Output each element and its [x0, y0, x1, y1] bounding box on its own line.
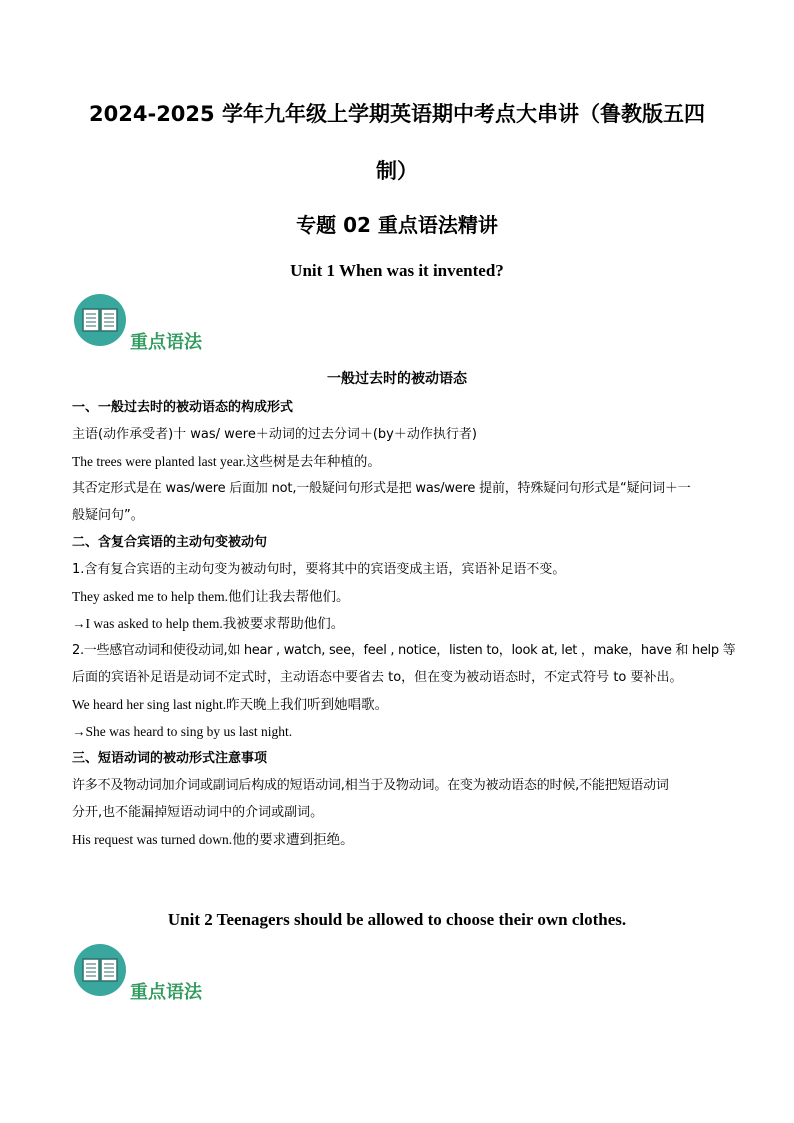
unit-2-heading: Unit 2 Teenagers should be allowed to choose their own clothes.	[167, 910, 627, 929]
grammar-badge-1	[74, 294, 204, 354]
grammar-badge-label: 重点语法	[130, 332, 202, 353]
text-line: They asked me to help them.他们让我去帮他们。	[72, 589, 350, 604]
text-line: 2.一些感官动词和使役动词,如 hear , watch, see，feel , notice，listen to，look at, let ，make，have 和 help 等	[72, 643, 736, 658]
line-heading-2: 二、含复合宾语的主动句变被动句	[72, 535, 268, 550]
text-line: →She was heard to sing by us last night.	[72, 724, 293, 739]
text-line: 主语(动作承受者)十 was/ were＋动词的过去分词＋(by＋动作执行者)	[72, 427, 477, 442]
book-icon	[74, 944, 126, 996]
text-line: 1.含有复合宾语的主动句变为被动句时，要将其中的宾语变成主语，宾语补足语不变。	[72, 562, 566, 577]
doc-title-line-1: 2024-2025 学年九年级上学期英语期中考点大串讲（鲁教版五四	[89, 102, 705, 126]
text-line: →I was asked to help them.我被要求帮助他们。	[72, 616, 345, 631]
unit-1-heading: Unit 1 When was it invented?	[290, 261, 504, 280]
grammar-badge-label: 重点语法	[130, 982, 202, 1003]
text-line: His request was turned down.他的要求遭到拒绝。	[72, 832, 354, 847]
section-title: 一般过去时的被动语态	[327, 371, 467, 387]
grammar-badge-2	[74, 944, 204, 1004]
doc-title-line-2: 制）	[376, 159, 418, 183]
book-icon	[74, 294, 126, 346]
text-line: 般疑问句”。	[72, 508, 144, 523]
line-heading-3: 三、短语动词的被动形式注意事项	[72, 751, 268, 766]
text-line: The trees were planted last year.这些树是去年种植的。	[72, 454, 381, 469]
doc-subtitle: 专题 02 重点语法精讲	[296, 213, 498, 237]
text-line: 其否定形式是在 was/were 后面加 not,一般疑问句形式是把 was/were 提前，特殊疑问句形式是“疑问词＋一	[72, 481, 691, 496]
text-line: 分开,也不能漏掉短语动词中的介词或副词。	[72, 805, 324, 820]
text-line: We heard her sing last night.昨天晚上我们听到她唱歌。	[72, 697, 389, 712]
text-line: 许多不及物动词加介词或副词后构成的短语动词,相当于及物动词。在变为被动语态的时候,不能把短语动词	[72, 778, 669, 793]
line-heading-1: 一、一般过去时的被动语态的构成形式	[72, 400, 294, 415]
text-line: 后面的宾语补足语是动词不定式时，主动语态中要省去 to，但在变为被动语态时，不定式符号 to 要补出。	[72, 670, 683, 685]
